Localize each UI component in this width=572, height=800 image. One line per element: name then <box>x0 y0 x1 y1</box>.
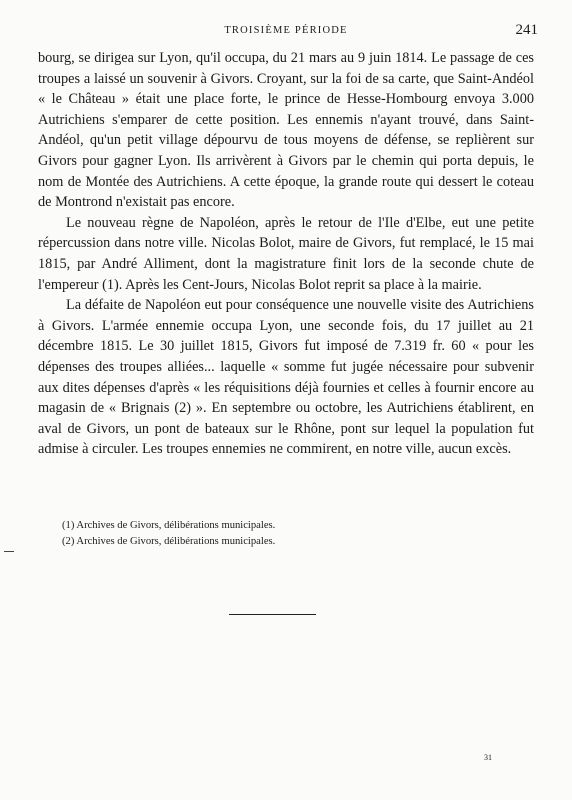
paragraph: La défaite de Napoléon eut pour conséquence une nouvelle visite des Autrichiens à Givors. L'armée ennemie occupa Lyon, une seconde fois, du 17 juillet au 21 décembre 1815. Le 30 juillet 1815, Givors fut imposé de 7.319 fr. 60 « pour les dépenses des troupes alliées... laquelle « somme fut jugée nécessaire pour subvenir aux dites dépenses d'après « les réquisitions déjà fournies et celles à fournir encore au magasin de « Brignais (2) ». En septembre ou octobre, les Autrichiens établirent, en aval de Givors, un pont de bateaux sur le Rhône, pont sur lequel la population fut admise à circuler. Les troupes ennemies ne commirent, en notre ville, aucun excès. <box>38 297 534 458</box>
section-rule <box>229 614 316 615</box>
paragraph: bourg, se dirigea sur Lyon, qu'il occupa, du 21 mars au 9 juin 1814. Le passage de ces troupes a laissé un souvenir à Givors. Croyant, sur la foi de sa carte, que Saint-Andéol « le Château » était une place forte, le prince de Hesse-Hombourg envoya 3.000 Autrichiens s'emparer de cette position. Les ennemis n'ayant trouvé, dans Saint-Andéol, qu'un petit village dépourvu de tous moyens de défense, se replièrent sur Givors pour gagner Lyon. Ils arrivèrent à Givors par le chemin qui porta depuis, le nom de Montée des Autrichiens. A cette époque, la grande route qui dessert le coteau de Montrond n'existait pas encore. <box>38 50 534 211</box>
paragraph: Le nouveau règne de Napoléon, après le retour de l'Ile d'Elbe, eut une petite répercussion dans notre ville. Nicolas Bolot, maire de Givors, fut remplacé, le 15 mai 1815, par André Alliment, dont la magistrature finit lors de la seconde chute de l'empereur (1). Après les Cent-Jours, Nicolas Bolot reprit sa place à la mairie. <box>38 214 534 293</box>
body-text <box>38 48 534 460</box>
running-head: TROISIÈME PÉRIODE <box>224 25 348 36</box>
footnote: (1) Archives de Givors, délibérations municipales. <box>62 520 276 531</box>
page-header <box>36 22 536 42</box>
page-number: 241 <box>515 22 538 38</box>
footnote: (2) Archives de Givors, délibérations municipales. <box>62 536 276 547</box>
signature-mark: 31 <box>484 753 492 762</box>
margin-mark <box>4 551 14 552</box>
footnotes <box>62 518 522 550</box>
